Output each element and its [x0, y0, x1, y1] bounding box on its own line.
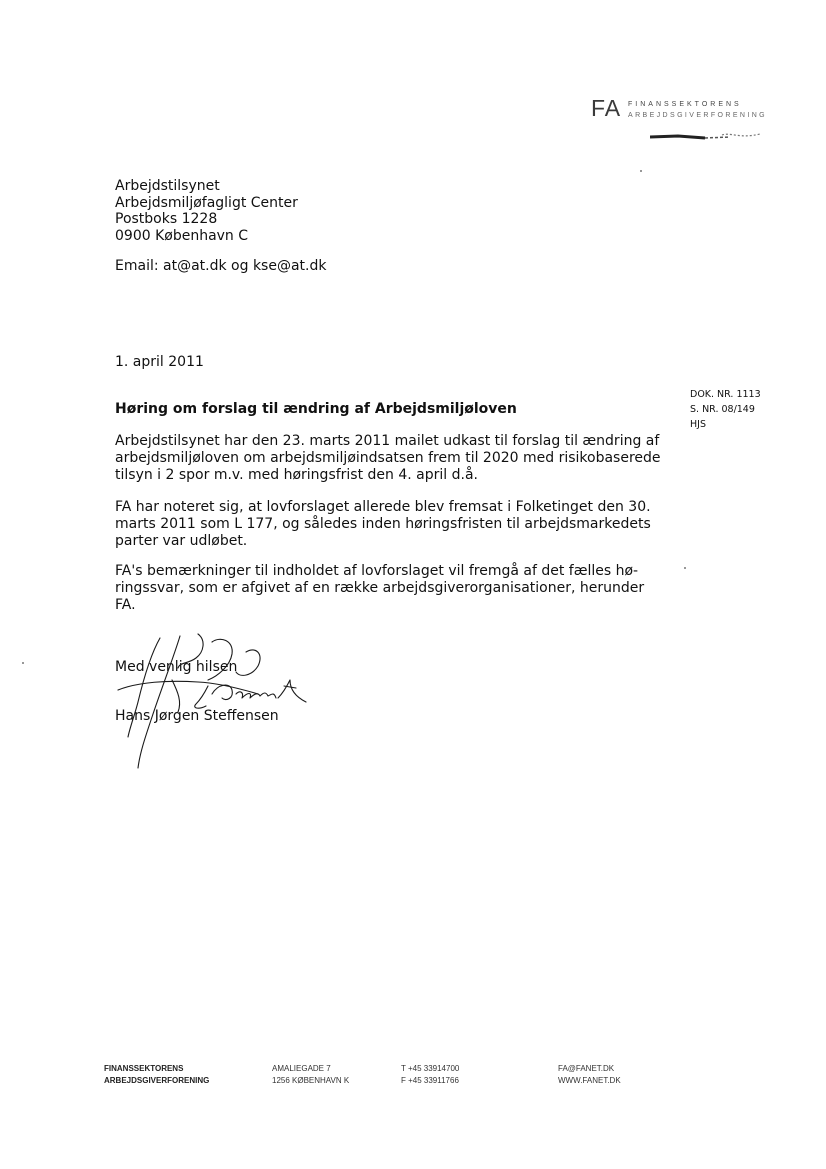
- paragraph-line: tilsyn i 2 spor m.v. med høringsfrist den 4. april d.å.: [115, 467, 478, 483]
- handwritten-signature: [108, 632, 318, 772]
- closing-greeting: Med venlig hilsen: [115, 659, 238, 675]
- footer-line: ARBEJDSGIVERFORENING: [104, 1075, 210, 1085]
- logo-mark: FA: [591, 95, 622, 121]
- footer-phone: [401, 1063, 459, 1086]
- scan-speck: [684, 567, 686, 569]
- footer-line: AMALIEGADE 7: [272, 1064, 331, 1073]
- paragraph: [115, 433, 675, 484]
- document-number: DOK. NR. 1113: [690, 389, 761, 400]
- case-number: S. NR. 08/149: [690, 404, 755, 415]
- recipient-line: Postboks 1228: [115, 211, 218, 227]
- logo-line-1: FINANSSEKTORENS: [628, 101, 742, 108]
- footer-line: 1256 KØBENHAVN K: [272, 1075, 350, 1085]
- recipient-address: [115, 178, 298, 244]
- footer-line: T +45 33914700: [401, 1064, 460, 1073]
- author-initials: HJS: [690, 419, 706, 430]
- letter-date: 1. april 2011: [115, 354, 204, 370]
- recipient-line: Arbejdsmiljøfagligt Center: [115, 194, 298, 211]
- paragraph-line: FA.: [115, 597, 136, 613]
- paragraph-line: ringssvar, som er afgivet af en række arbejdsgiverorganisationer, herunder: [115, 580, 645, 596]
- recipient-line: 0900 København C: [115, 227, 249, 244]
- recipient-email: Email: at@at.dk og kse@at.dk: [115, 258, 327, 274]
- footer-organization: [104, 1063, 209, 1086]
- paragraph-line: FA's bemærkninger til indholdet af lovforslaget vil fremgå af det fælles hø-: [115, 563, 639, 579]
- letter-subject: Høring om forslag til ændring af Arbejdsmiljøloven: [115, 401, 517, 417]
- reference-block: [690, 387, 761, 432]
- footer-line: F +45 33911766: [401, 1075, 459, 1085]
- logo-line-2: ARBEJDSGIVERFORENING: [628, 112, 768, 119]
- paragraph: [115, 499, 675, 550]
- signer-name: Hans Jørgen Steffensen: [115, 708, 279, 724]
- paragraph-line: marts 2011 som L 177, og således inden høringsfristen til arbejdsmarkedets: [115, 516, 651, 532]
- paragraph-line: Arbejdstilsynet har den 23. marts 2011 mailet udkast til forslag til ændring af: [115, 433, 660, 449]
- paragraph-line: FA har noteret sig, at lovforslaget allerede blev fremsat i Folketinget den 30.: [115, 499, 651, 515]
- footer-address: [272, 1063, 349, 1086]
- footer-line: FINANSSEKTORENS: [104, 1064, 184, 1073]
- footer-website: WWW.FANET.DK: [558, 1075, 621, 1085]
- logo-decoration: [650, 131, 762, 143]
- paragraph-line: arbejdsmiljøloven om arbejdsmiljøindsatsen frem til 2020 med risikobaserede: [115, 450, 661, 466]
- paragraph: [115, 563, 675, 614]
- footer-email: FA@FANET.DK: [558, 1064, 615, 1073]
- scan-speck: [22, 662, 24, 664]
- footer-contact: [558, 1063, 621, 1086]
- paragraph-line: parter var udløbet.: [115, 533, 248, 549]
- recipient-line: Arbejdstilsynet: [115, 178, 220, 194]
- scan-speck: [640, 170, 642, 172]
